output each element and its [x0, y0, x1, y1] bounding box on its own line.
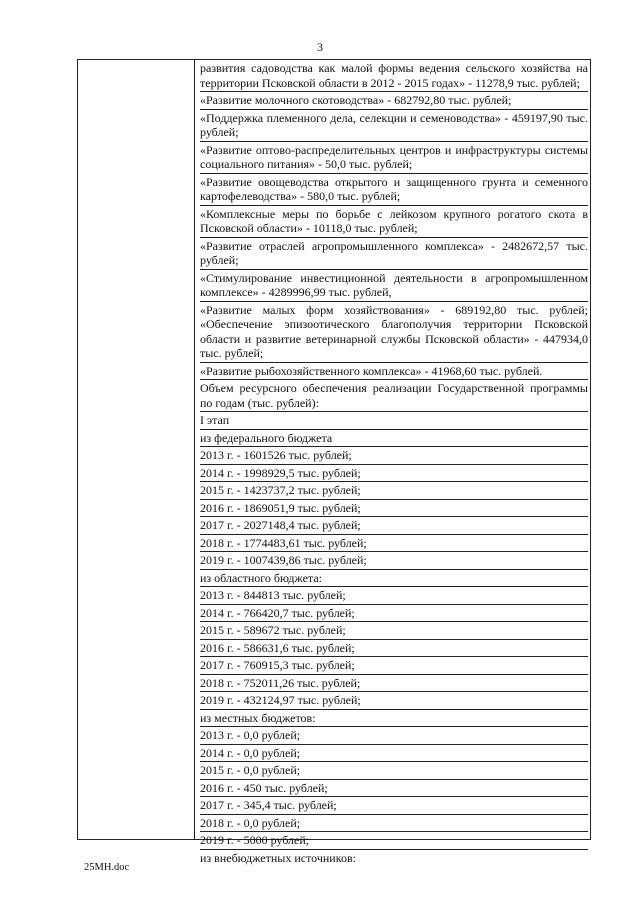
table-row: 2014 г. - 766420,7 тыс. рублей; [200, 605, 588, 623]
table-row: 2015 г. - 589672 тыс. рублей; [200, 622, 588, 640]
table-row: из областного бюджета: [200, 570, 588, 588]
table-row: «Развитие молочного скотоводства» - 682792,80 тыс. рублей; [200, 92, 588, 110]
table-row: Объем ресурсного обеспечения реализации Государственной программы по годам (тыс. рублей): [200, 380, 588, 412]
table-row: 2013 г. - 1601526 тыс. рублей; [200, 447, 588, 465]
program-table [77, 59, 591, 865]
table-row: 2017 г. - 345,4 тыс. рублей; [200, 797, 588, 815]
footer-file-name: 25МН.doc [84, 862, 130, 873]
table-row: 2015 г. - 1423737,2 тыс. рублей; [200, 482, 588, 500]
table-row: 2016 г. - 1869051,9 тыс. рублей; [200, 500, 588, 518]
table-row: 2016 г. - 450 тыс. рублей; [200, 780, 588, 798]
table-row: «Поддержка племенного дела, селекции и семеноводства» - 459197,90 тыс. рублей; [200, 110, 588, 142]
table-content-column [200, 60, 588, 866]
table-row: «Развитие отраслей агропромышленного комплекса» - 2482672,57 тыс. рублей; [200, 238, 588, 270]
table-row: 2019 г. - 5000 рублей; [200, 832, 588, 850]
table-row: «Развитие малых форм хозяйствования» - 689192,80 тыс. рублей; «Обеспечение эпизоотического благополучия территории Псковской области и развитие ветеринарной службы Псковской области» - 447934,0 тыс. рублей; [200, 302, 588, 363]
table-row: «Стимулирование инвестиционной деятельности в агропромышленном комплексе» - 4289996,99 тыс. рублей, [200, 270, 588, 302]
table-row: 2017 г. - 2027148,4 тыс. рублей; [200, 517, 588, 535]
table-row: 2015 г. - 0,0 рублей; [200, 762, 588, 780]
column-divider [194, 60, 195, 839]
table-row: 2018 г. - 0,0 рублей; [200, 815, 588, 833]
table-row: «Развитие рыбохозяйственного комплекса» - 41968,60 тыс. рублей. [200, 363, 588, 381]
table-row: 2013 г. - 844813 тыс. рублей; [200, 587, 588, 605]
table-row: из местных бюджетов: [200, 710, 588, 728]
page-number: 3 [317, 40, 323, 54]
table-row: 2016 г. - 586631,6 тыс. рублей; [200, 640, 588, 658]
table-row: 2019 г. - 432124,97 тыс. рублей; [200, 692, 588, 710]
table-row: 2014 г. - 0,0 рублей; [200, 745, 588, 763]
table-row: I этап [200, 412, 588, 430]
table-row: из федерального бюджета [200, 430, 588, 448]
table-row: «Комплексные меры по борьбе с лейкозом крупного рогатого скота в Псковской области» - 10118,0 тыс. рублей; [200, 206, 588, 238]
table-row: 2014 г. - 1998929,5 тыс. рублей; [200, 465, 588, 483]
table-row: развития садоводства как малой формы ведения сельского хозяйства на территории Псковской области в 2012 - 2015 годах» - 11278,9 тыс. рублей; [200, 60, 588, 92]
table-row: 2017 г. - 760915,3 тыс. рублей; [200, 657, 588, 675]
table-row: «Развитие овощеводства открытого и защищенного грунта и семенного картофелеводства» - 580,0 тыс. рублей; [200, 174, 588, 206]
table-row: 2018 г. - 752011,26 тыс. рублей; [200, 675, 588, 693]
table-row: из внебюджетных источников: [200, 850, 356, 865]
table-row: 2019 г. - 1007439,86 тыс. рублей; [200, 552, 588, 570]
table-row: 2018 г. - 1774483,61 тыс. рублей; [200, 535, 588, 553]
table-row: «Развитие оптово-распределительных центров и инфраструктуры системы социального питания» - 50,0 тыс. рублей; [200, 142, 588, 174]
table-row: 2013 г. - 0,0 рублей; [200, 727, 588, 745]
